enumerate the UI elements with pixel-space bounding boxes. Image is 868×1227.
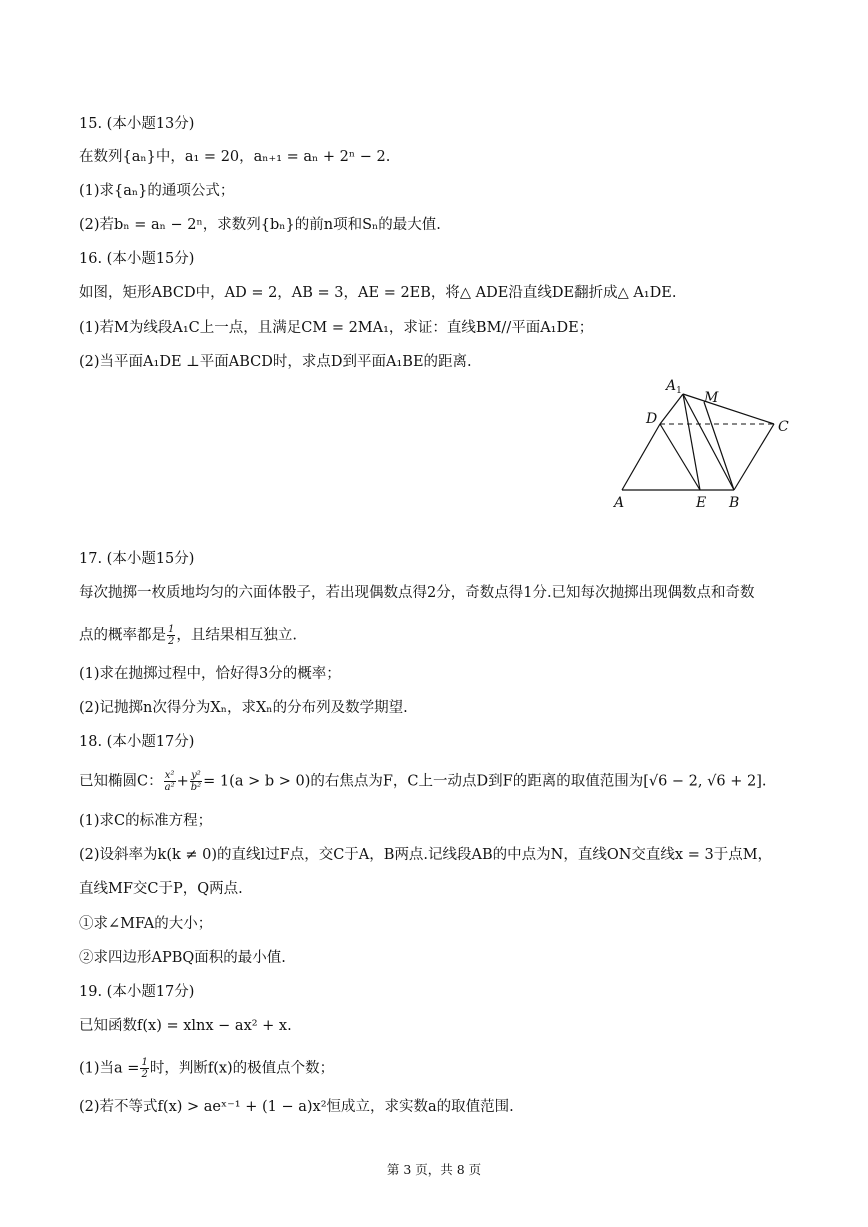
p15-header: 15. (本小题13分) (79, 116, 195, 132)
fraction-denominator: 2 (141, 1069, 148, 1080)
label-a: A (614, 495, 625, 511)
p19-question-2: (2)若不等式f(x) > aeˣ⁻¹ + (1 − a)x²恒成立，求实数a的取值范围. (79, 1099, 514, 1115)
p15-question-1: (1)求{aₙ}的通项公式； (79, 183, 235, 199)
label-e: E (696, 495, 707, 511)
p16-header: 16. (本小题15分) (79, 251, 195, 267)
p18-question-1: (1)求C的标准方程； (79, 813, 213, 829)
p17-header: 17. (本小题15分) (79, 551, 195, 567)
p19-question-1 (79, 1057, 334, 1080)
fraction-y2-over-b2 (190, 770, 202, 793)
fraction-denominator: 2 (168, 636, 175, 647)
fraction-denominator: b² (190, 782, 202, 793)
p18-question-2-part-i: ①求∠MFA的大小； (79, 916, 213, 932)
label-b: B (729, 495, 740, 511)
p17-stem-line-2-pre: 点的概率都是 (79, 627, 166, 644)
label-d: D (646, 411, 658, 427)
fraction-x2-over-a2 (164, 770, 176, 793)
edge-bc (734, 424, 774, 490)
fraction-numerator: 1 (168, 624, 175, 635)
folded-rectangle-figure (608, 372, 798, 514)
p18-question-2-part-ii: ②求四边形APBQ面积的最小值. (79, 950, 286, 966)
fraction-one-half (140, 1057, 148, 1080)
p16-question-2: (2)当平面A₁DE ⊥平面ABCD时，求点D到平面A₁BE的距离. (79, 354, 472, 370)
fraction-numerator: 1 (141, 1057, 148, 1068)
p17-stem-line-2 (79, 624, 297, 647)
fraction-one-half (167, 624, 175, 647)
edge-ad (622, 424, 660, 490)
fraction-numerator: y² (191, 770, 201, 781)
p17-stem-line-2-post: ，且结果相互独立. (176, 627, 297, 644)
p17-stem-line-1: 每次抛掷一枚质地均匀的六面体骰子，若出现偶数点得2分，奇数点得1分.已知每次抛掷出现偶数点和奇数 (79, 585, 755, 601)
p17-question-2: (2)记抛掷n次得分为Xₙ，求Xₙ的分布列及数学期望. (79, 700, 408, 716)
p18-stem-pre: 已知椭圆C： (79, 773, 163, 790)
label-a1: $A_1$ (666, 378, 682, 396)
label-m: M (704, 390, 719, 406)
p19-question-1-pre: (1)当a = (79, 1060, 140, 1077)
p18-stem-post: = 1(a > b > 0)的右焦点为F，C上一动点D到F的距离的取值范围为[√6 − 2, √6 + 2]. (203, 773, 767, 790)
p17-question-1: (1)求在抛掷过程中，恰好得3分的概率； (79, 666, 341, 682)
segment-bm (704, 402, 734, 490)
p18-header: 18. (本小题17分) (79, 734, 195, 750)
edge-a1d (660, 394, 683, 424)
p16-question-1: (1)若M为线段A₁C上一点，且满足CM = 2MA₁，求证：直线BM//平面A₁DE； (79, 320, 594, 336)
label-c: C (778, 419, 789, 435)
p19-question-1-post: 时，判断f(x)的极值点个数； (149, 1060, 335, 1077)
p16-stem: 如图，矩形ABCD中，AD = 2，AB = 3，AE = 2EB，将△ ADE沿直线DE翻折成△ A₁DE. (79, 285, 677, 301)
p15-stem: 在数列{aₙ}中，a₁ = 20，aₙ₊₁ = aₙ + 2ⁿ − 2. (79, 149, 391, 165)
p18-stem (79, 770, 766, 793)
fraction-denominator: a² (164, 782, 175, 793)
p19-stem: 已知函数f(x) = xlnx − ax² + x. (79, 1018, 292, 1034)
p19-header: 19. (本小题17分) (79, 984, 195, 1000)
p18-question-2-line-1: (2)设斜率为k(k ≠ 0)的直线l过F点，交C于A，B两点.记线段AB的中点为N，直线ON交直线x = 3于点M， (79, 847, 773, 863)
fraction-numerator: x² (164, 770, 175, 781)
plus-sign: + (176, 773, 189, 790)
p15-question-2: (2)若bₙ = aₙ − 2ⁿ，求数列{bₙ}的前n项和Sₙ的最大值. (79, 217, 441, 233)
page-footer: 第 3 页，共 8 页 (386, 1162, 482, 1177)
p18-question-2-line-2: 直线MF交C于P，Q两点. (79, 881, 243, 897)
